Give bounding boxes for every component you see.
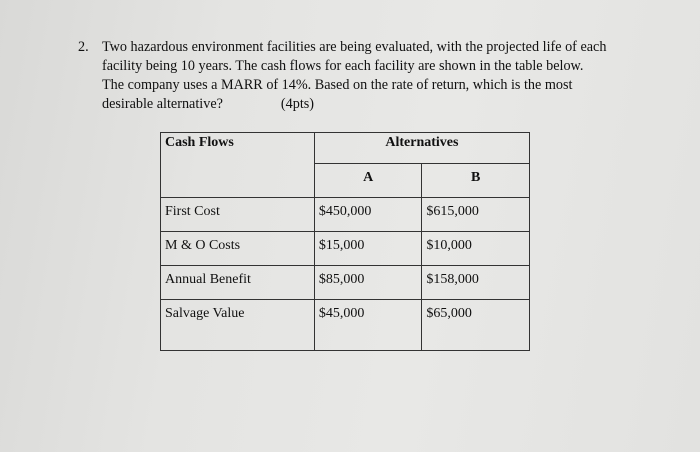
cell-mo-costs-a: $15,000 xyxy=(314,232,422,266)
problem-line-4 xyxy=(102,95,678,114)
row-label-annual-benefit: Annual Benefit xyxy=(161,266,315,300)
cell-annual-benefit-b: $158,000 xyxy=(422,266,530,300)
table-row xyxy=(161,198,530,232)
cash-flows-header: Cash Flows xyxy=(161,133,315,198)
cell-first-cost-a: $450,000 xyxy=(314,198,422,232)
points-label: (4pts) xyxy=(280,96,315,112)
problem-line-2: facility being 10 years. The cash flows for each facility are shown in the table below. xyxy=(102,58,584,74)
alternatives-header: Alternatives xyxy=(314,133,529,164)
table-row xyxy=(161,300,530,351)
row-label-mo-costs: M & O Costs xyxy=(161,232,315,266)
problem-line-3: The company uses a MARR of 14%. Based on the rate of return, which is the most xyxy=(102,77,573,93)
cash-flow-table xyxy=(160,132,530,351)
problem-number: 2. xyxy=(78,39,89,55)
problem-text xyxy=(102,38,678,114)
column-a-header: A xyxy=(314,164,422,198)
row-label-first-cost: First Cost xyxy=(161,198,315,232)
table-header-row xyxy=(161,133,530,164)
cell-salvage-value-a: $45,000 xyxy=(314,300,422,351)
table-row xyxy=(161,232,530,266)
cash-flow-table-wrapper xyxy=(160,132,530,364)
row-label-salvage-value: Salvage Value xyxy=(161,300,315,351)
cell-annual-benefit-a: $85,000 xyxy=(314,266,422,300)
cell-salvage-value-b: $65,000 xyxy=(422,300,530,351)
problem-question: desirable alternative? xyxy=(102,96,223,112)
table-row xyxy=(161,266,530,300)
column-b-header: B xyxy=(422,164,530,198)
cell-mo-costs-b: $10,000 xyxy=(422,232,530,266)
problem-statement xyxy=(78,38,678,114)
problem-line-1: Two hazardous environment facilities are being evaluated, with the projected life of each xyxy=(102,39,607,55)
cell-first-cost-b: $615,000 xyxy=(422,198,530,232)
